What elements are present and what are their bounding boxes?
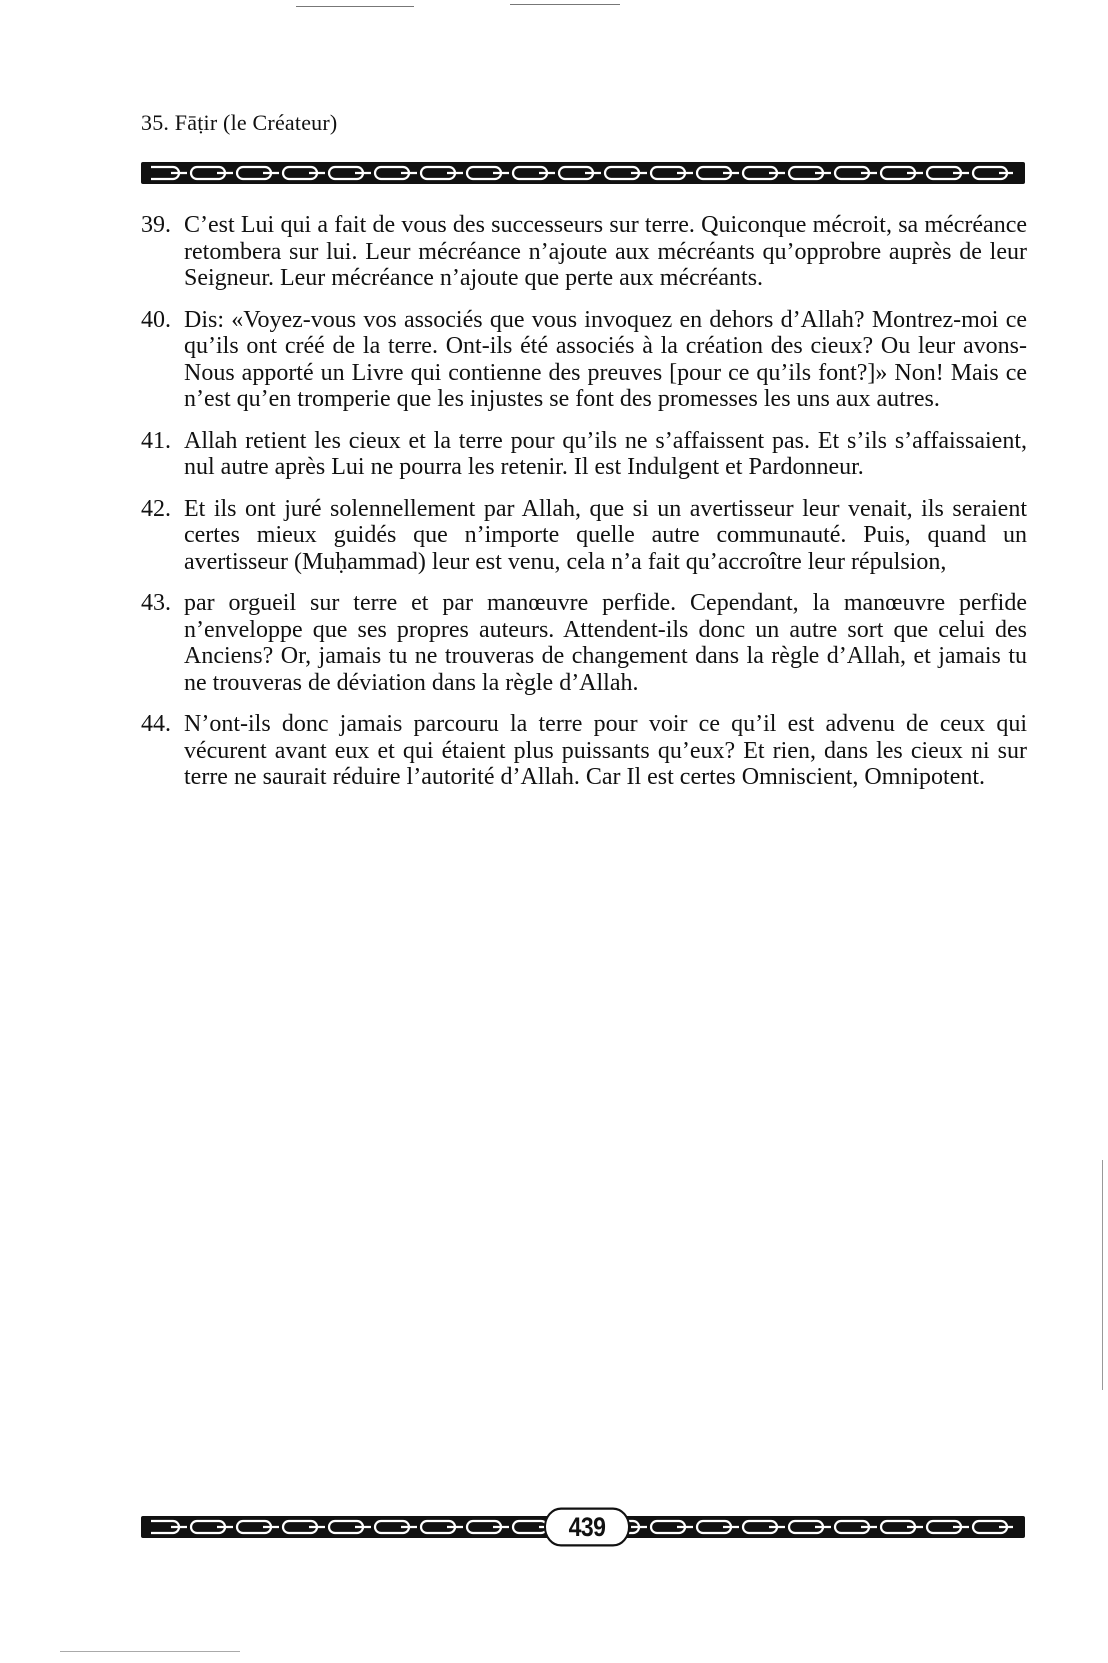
verse-text: Dis: «Voyez-vous vos associés que vous invoquez en dehors d’Allah? Montrez-moi ce qu’ils ont créé de la terre. Ont-ils été associés à la création des cieux? Ou leur avons-Nous apporté un Livre qui contienne des preuves [pour ce qu’ils font?]» Non! Mais ce n’est qu’en tromperie que les injustes se font des promesses les uns aux autres.: [184, 306, 1027, 412]
scan-artifact-line: [60, 1651, 240, 1652]
verse-item: [141, 590, 1027, 696]
verse-number: 43.: [141, 590, 171, 616]
chapter-header: 35. Fāṭir (le Créateur): [141, 110, 338, 135]
scan-artifact-line: [296, 6, 414, 7]
chain-ornament: [141, 162, 1025, 184]
verse-text: C’est Lui qui a fait de vous des successeurs sur terre. Quiconque mécroit, sa mécréance retombera sur lui. Leur mécréance n’ajoute aux mécréants qu’opprobre auprès de leur Seigneur. Leur mécréance n’ajoute que perte aux mécréants.: [184, 212, 1027, 291]
verse-number: 42.: [141, 495, 171, 522]
verse-number: 44.: [141, 711, 171, 737]
scan-artifact-line: [1102, 1160, 1103, 1390]
verse-text: N’ont-ils donc jamais parcouru la terre pour voir ce qu’il est advenu de ceux qui vécurent avant eux et qui étaient plus puissants qu’eux? Et rien, dans les cieux ni sur terre ne saurait réduire l’autorité d’Allah. Car Il est certes Omniscient, Omnipotent.: [184, 711, 1027, 790]
verse-list: [141, 212, 1027, 806]
verse-number: 40.: [141, 306, 171, 333]
verse-item: [141, 307, 1027, 413]
verse-item: [141, 212, 1027, 292]
verse-item: [141, 496, 1027, 576]
verse-item: [141, 711, 1027, 791]
verse-text: Allah retient les cieux et la terre pour qu’ils ne s’affaissent pas. Et s’ils s’affaissaient, nul autre après Lui ne pourra les retenir. Il est Indulgent et Pardonneur.: [184, 427, 1027, 480]
verse-text: par orgueil sur terre et par manœuvre perfide. Cependant, la manœuvre perfide n’enveloppe que ses propres auteurs. Attendent-ils donc un autre sort que celui des Anciens? Or, jamais tu ne trouveras de changement dans la règle d’Allah, et jamais tu ne trouveras de déviation dans la règle d’Allah.: [184, 590, 1027, 696]
top-ornamental-band: [141, 162, 1025, 184]
verse-number: 41.: [141, 427, 171, 454]
scan-artifact-line: [510, 4, 620, 5]
verse-item: [141, 428, 1027, 481]
page-number: 439: [544, 1507, 630, 1546]
verse-number: 39.: [141, 212, 171, 238]
verse-text: Et ils ont juré solennellement par Allah, que si un avertisseur leur venait, ils seraient certes mieux guidés que n’importe quelle autre communauté. Puis, quand un avertisseur (Muḥammad) leur est venu, cela n’a fait qu’accroître leur répulsion,: [184, 495, 1027, 575]
